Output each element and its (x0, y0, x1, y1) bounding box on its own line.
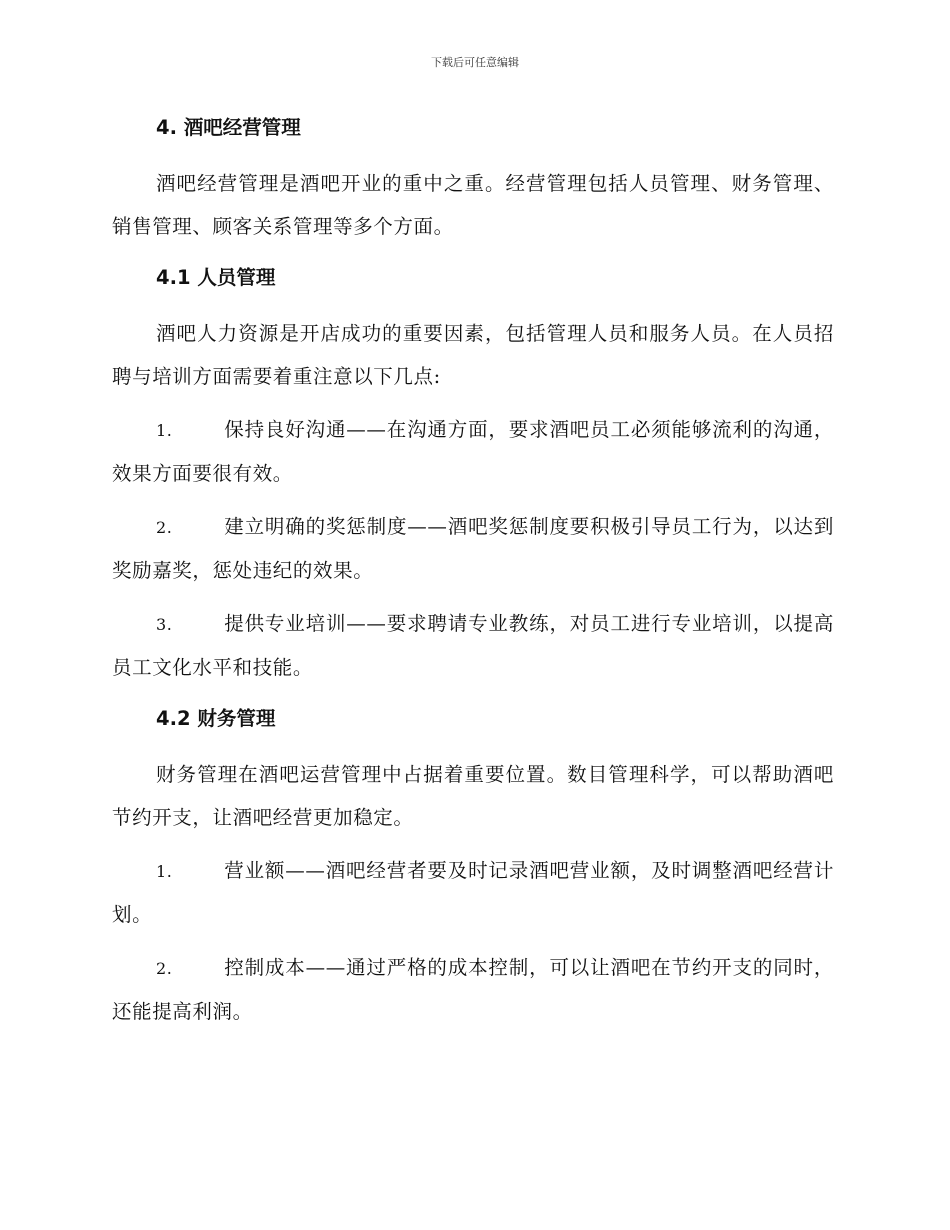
list-item-number: 1. (156, 862, 173, 881)
section-heading-4-2: 4.2 财务管理 (156, 707, 276, 730)
list-item-number: 1. (156, 421, 173, 440)
section-4-paragraph: 酒吧经营管理是酒吧开业的重中之重。经营管理包括人员管理、财务管理、销售管理、顾客关系管理等多个方面。 (112, 172, 834, 238)
list-item-number: 2. (156, 518, 173, 537)
list-item-text: 提供专业培训——要求聘请专业教练，对员工进行专业培训，以提高员工文化水平和技能。 (112, 612, 834, 679)
list-item (112, 946, 834, 1033)
list-item (112, 505, 834, 592)
section-4-1-paragraph: 酒吧人力资源是开店成功的重要因素，包括管理人员和服务人员。在人员招聘与培训方面需要着重注意以下几点: (112, 322, 834, 388)
list-item-text: 保持良好沟通——在沟通方面，要求酒吧员工必须能够流利的沟通，效果方面要很有效。 (112, 418, 834, 485)
section-heading-4-1: 4.1 人员管理 (156, 266, 276, 289)
document-body (112, 108, 834, 1043)
list-item (112, 602, 834, 689)
list-item-text: 建立明确的奖惩制度——酒吧奖惩制度要积极引导员工行为，以达到奖励嘉奖，惩处违纪的效果。 (112, 515, 834, 582)
list-item (112, 849, 834, 936)
page-header: 下载后可任意编辑 (431, 56, 519, 69)
list-item-text: 控制成本——通过严格的成本控制，可以让酒吧在节约开支的同时，还能提高利润。 (112, 956, 834, 1023)
section-4-2-paragraph: 财务管理在酒吧运营管理中占据着重要位置。数目管理科学，可以帮助酒吧节约开支，让酒吧经营更加稳定。 (112, 763, 834, 829)
section-heading-4: 4. 酒吧经营管理 (156, 116, 301, 139)
list-item-text: 营业额——酒吧经营者要及时记录酒吧营业额，及时调整酒吧经营计划。 (112, 859, 834, 926)
list-item (112, 408, 834, 495)
list-item-number: 2. (156, 959, 173, 978)
list-item-number: 3. (156, 615, 173, 634)
